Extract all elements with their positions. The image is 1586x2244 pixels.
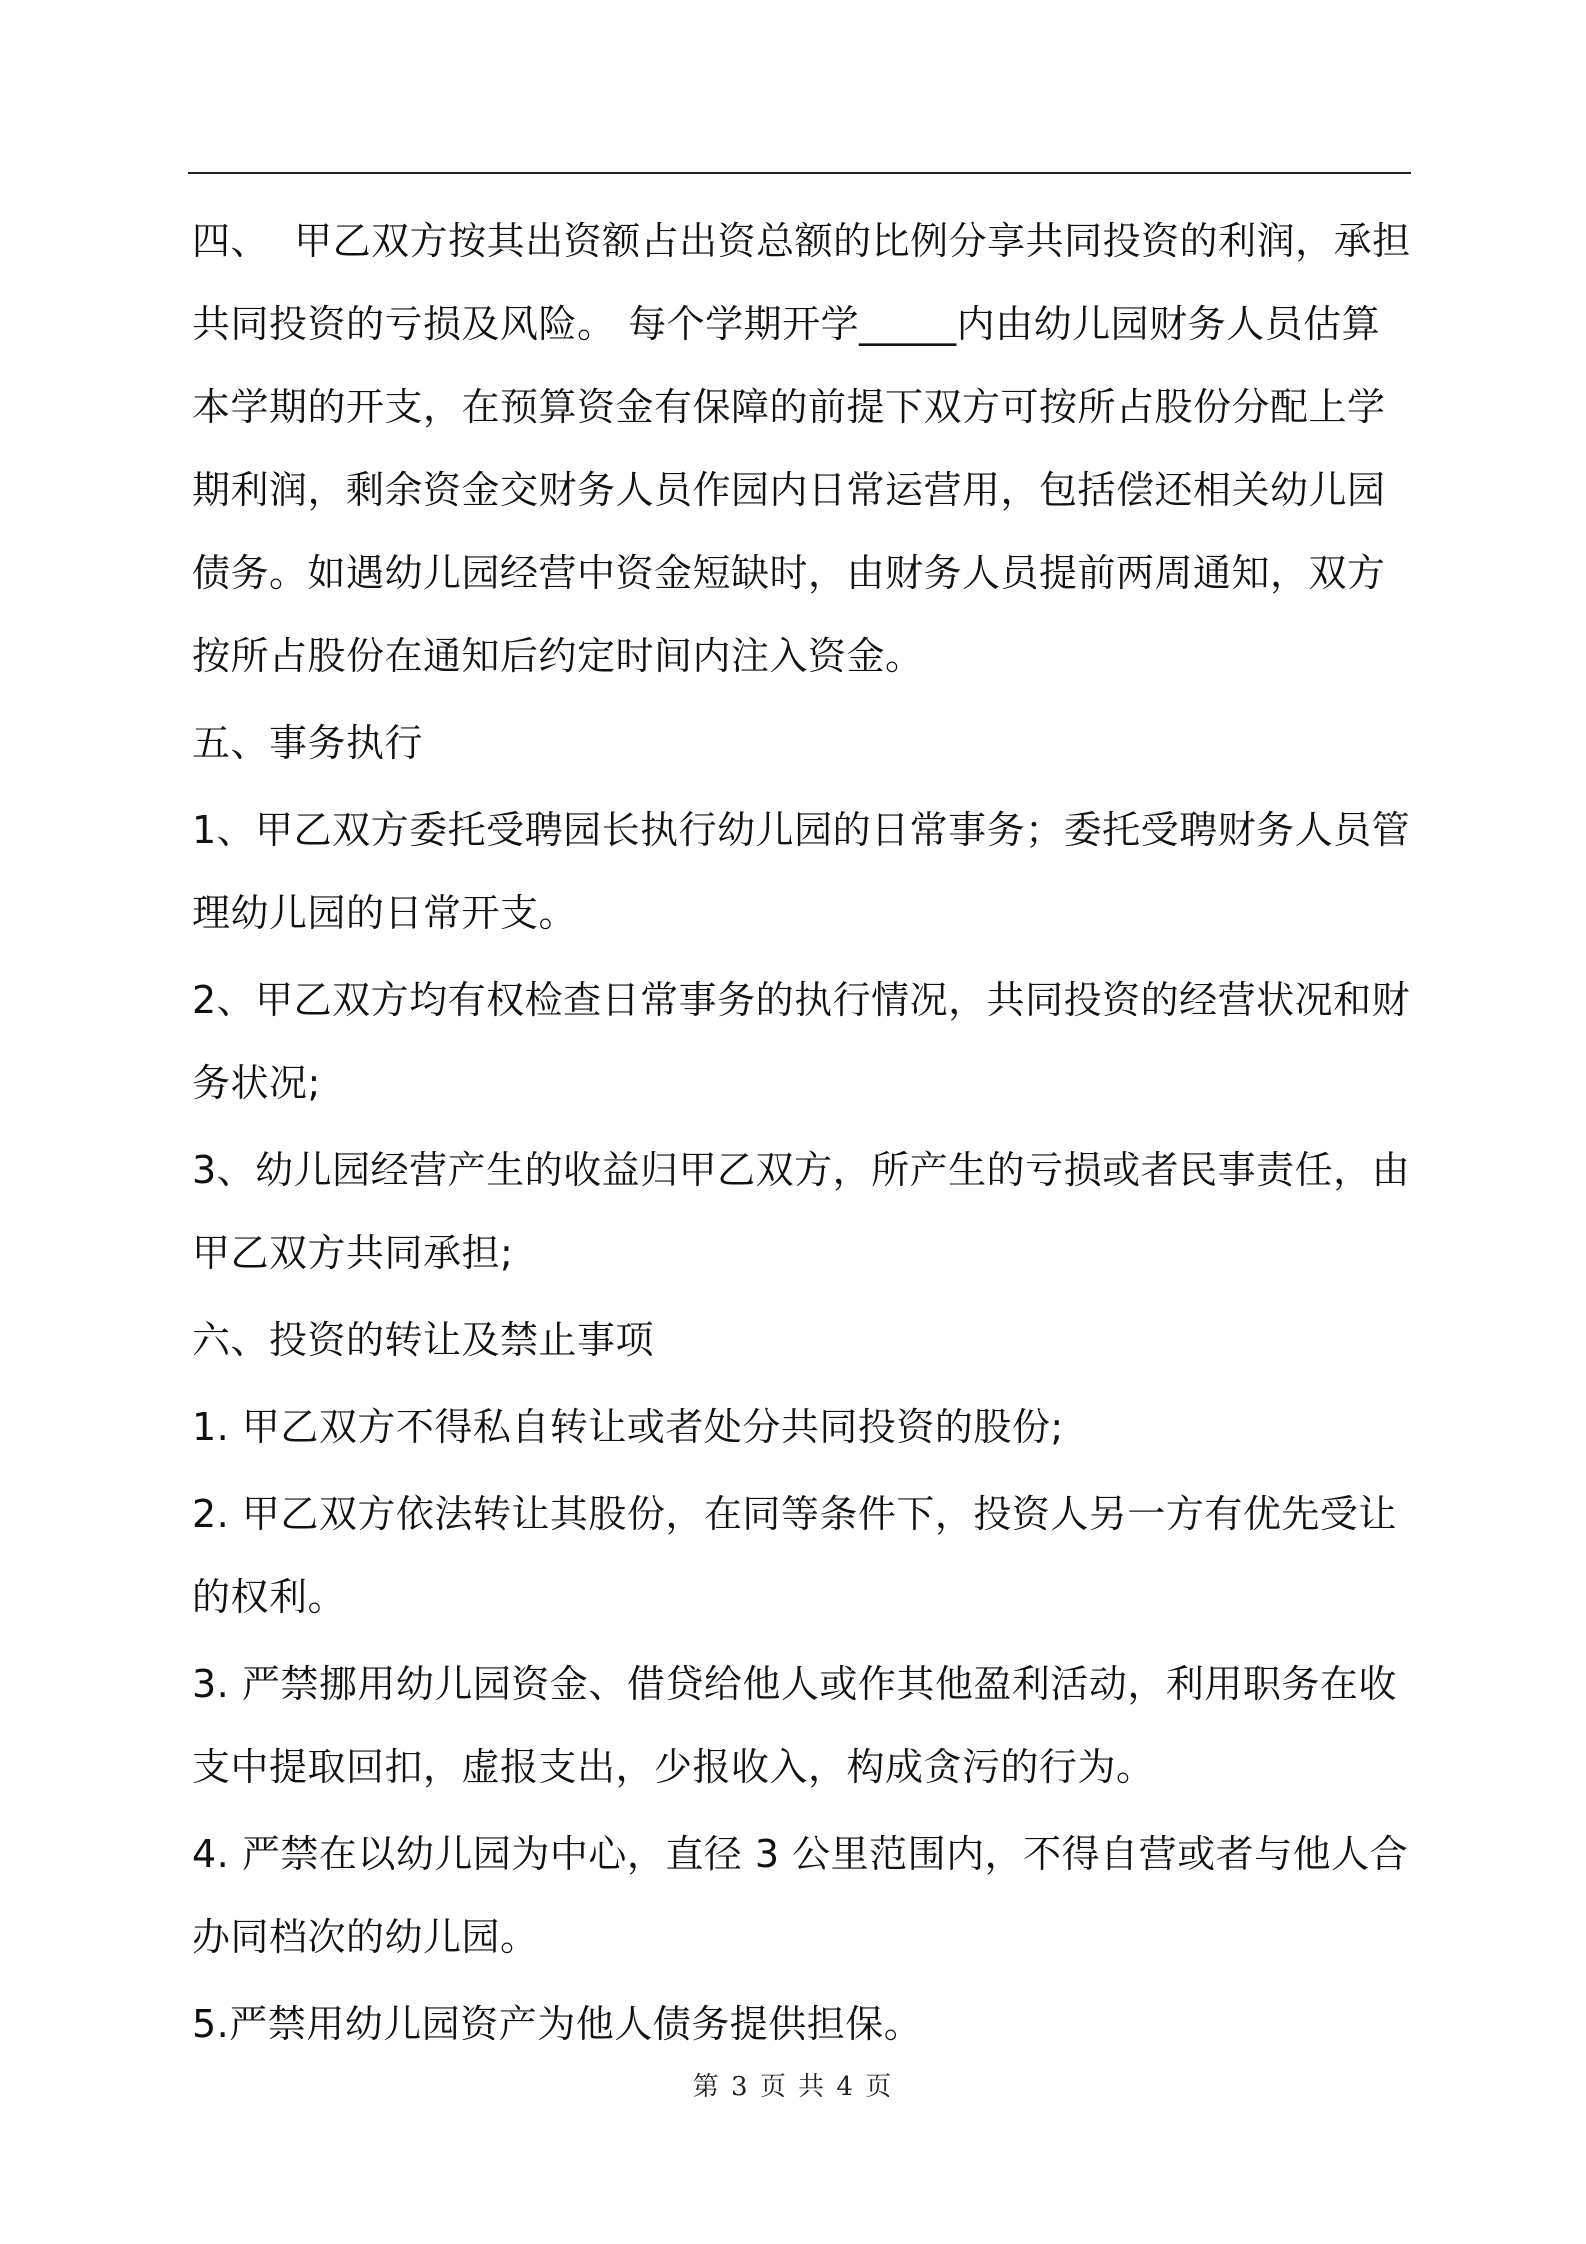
clause-transfer-1: 1. 甲乙双方不得私自转让或者处分共同投资的股份; xyxy=(192,1405,1064,1449)
document-body xyxy=(192,200,1412,2066)
paragraph-profit-sharing: 四、 甲乙双方按其出资额占出资总额的比例分享共同投资的利润，承担共同投资的亏损及风险。 每个学期开学_____内由幼儿园财务人员估算本学期的开支，在预算资金有保障的前提下双方可按所占股份分配上学期利润，剩余资金交财务人员作园内日常运营用，包括偿还相关幼儿园债务。如遇幼儿园经营中资金短缺时，由财务人员提前两周通知，双方按所占股份在通知后约定时间内注入资金。 xyxy=(192,219,1411,678)
clause-transfer-3: 3. 严禁挪用幼儿园资金、借贷给他人或作其他盈利活动，利用职务在收支中提取回扣，虚报支出，少报收入，构成贪污的行为。 xyxy=(192,1662,1397,1789)
clause-transfer-2: 2. 甲乙双方依法转让其股份，在同等条件下，投资人另一方有优先受让的权利。 xyxy=(192,1492,1397,1619)
clause-transfer-4: 4. 严禁在以幼儿园为中心，直径 3 公里范围内，不得自营或者与他人合办同档次的幼儿园。 xyxy=(192,1832,1409,1959)
clause-transfer-5: 5.严禁用幼儿园资产为他人债务提供担保。 xyxy=(192,2002,923,2046)
clause-affairs-3: 3、幼儿园经营产生的收益归甲乙双方，所产生的亏损或者民事责任，由甲乙双方共同承担; xyxy=(192,1148,1411,1275)
header-rule xyxy=(188,172,1411,174)
section-heading-affairs: 五、事务执行 xyxy=(192,721,424,765)
clause-affairs-1: 1、甲乙双方委托受聘园长执行幼儿园的日常事务；委托受聘财务人员管理幼儿园的日常开支。 xyxy=(192,808,1411,935)
section-heading-transfer: 六、投资的转让及禁止事项 xyxy=(192,1318,655,1362)
page-number: 第 3 页 共 4 页 xyxy=(692,2072,894,2102)
clause-affairs-2: 2、甲乙双方均有权检查日常事务的执行情况，共同投资的经营状况和财务状况; xyxy=(192,978,1411,1105)
